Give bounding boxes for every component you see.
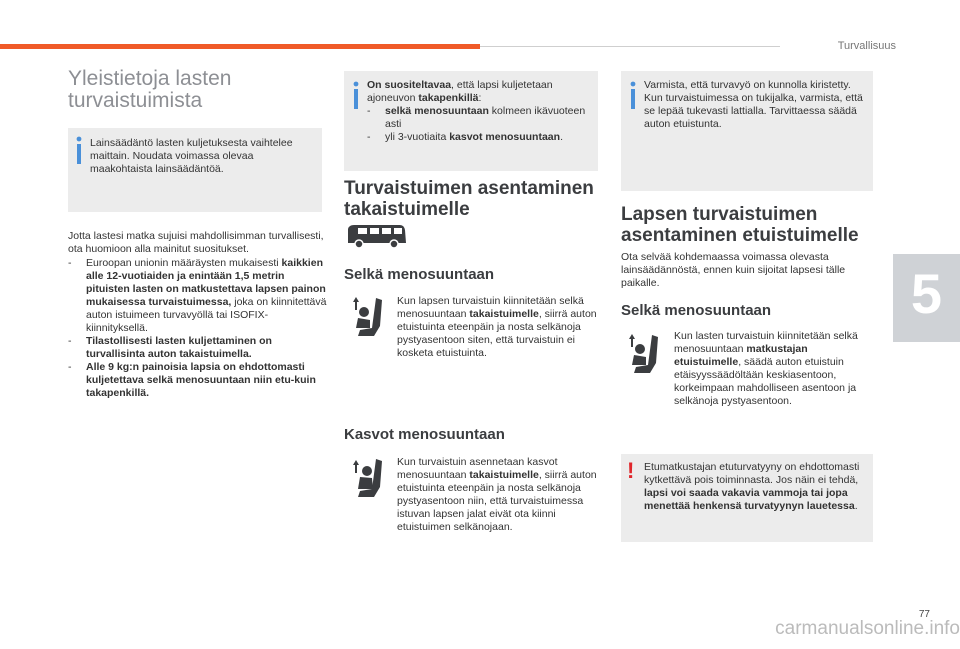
list-item: - yli 3-vuotiaita kasvot menosuuntaan. <box>367 131 589 144</box>
intro-paragraph: Jotta lastesi matka sujuisi mahdollisimman turvallisesti, ota huomioon alla mainitut suositukset. <box>68 230 324 255</box>
section-heading-rear-seat: Turvaistuimen asentaminen takaistuimelle <box>344 178 594 220</box>
page-number: 77 <box>918 609 930 620</box>
list-item: - selkä menosuuntaan kolmeen ikävuoteen asti <box>367 105 589 131</box>
warning-box-text: Etumatkustajan etuturvatyyny on ehdottomasti kytkettävä pois toiminnasta. Jos näin ei tehdä, lapsi voi saada vakavia vammoja tai jopa menettää henkensä turvatyynyn lauetessa. <box>644 461 860 512</box>
info-icon <box>351 81 361 111</box>
warning-icon: ! <box>627 458 635 483</box>
rear-facing-seat-icon <box>350 296 386 340</box>
list-item: - Alle 9 kg:n painoisia lapsia on ehdottomasti kuljetettava selkä menosuuntaan niin etu-kuin takapenkillä. <box>68 361 328 400</box>
subheading-forward-facing: Kasvot menosuuntaan <box>344 426 505 443</box>
info-icon <box>74 136 84 166</box>
front-rear-facing-text: Kun lasten turvaistuin kiinnitetään selkä menosuuntaan matkustajan etuistuimelle, säädä auton etuistuin etäisyyssäädöltään keskiasentoon, korkeimpaan mahdolliseen asentoon ja selkänoja pystyasentoon. <box>674 330 858 407</box>
info-box-recommendation-text: On suositeltavaa, että lapsi kuljetetaan ajoneuvon takapenkillä: - selkä menosuuntaan kolmeen ikävuoteen asti - yli 3-vuotiaita kasvot menosuuntaan. <box>367 79 589 144</box>
forward-facing-text: Kun turvaistuin asennetaan kasvot menosuuntaan takaistuimelle, siirrä auton etuistuinta eteenpäin ja nosta selkänoja pystyasentoon niin, että turvaistuimessa istuvan lapsen jalat eivät ota kiinni etuistuimen selkänojaan. <box>397 456 597 533</box>
info-box-seatbelt-text: Varmista, että turvavyö on kunnolla kiristetty. Kun turvaistuimessa on tukijalka, varmista, että se lepää tukevasti lattialla. Tarvittaessa säädä auton etuistunta. <box>644 79 863 130</box>
section-heading-front-seat: Lapsen turvaistuimen asentaminen etuistuimelle <box>621 204 859 246</box>
section-label: Turvallisuus <box>837 40 896 52</box>
info-box-legislation-text: Lainsäädäntö lasten kuljetuksesta vaihtelee maittain. Noudata voimassa olevaa maakohtaista lainsäädäntöä. <box>90 137 293 175</box>
header-rule <box>480 46 780 47</box>
header-accent-bar <box>0 44 480 49</box>
watermark: carmanualsonline.info <box>775 618 960 639</box>
front-seat-intro: Ota selvää kohdemaassa voimassa olevasta lainsäädännöstä, ennen kuin sijoitat lapsesi tälle paikalle. <box>621 251 846 289</box>
rear-facing-seat-icon <box>626 333 662 377</box>
info-icon <box>628 81 638 111</box>
subheading-rear-facing: Selkä menosuuntaan <box>344 266 495 283</box>
forward-facing-seat-icon <box>350 457 386 501</box>
rear-facing-text: Kun lapsen turvaistuin kiinnitetään selkä menosuuntaan takaistuimelle, siirrä auton etuistuinta eteenpäin ja nosta selkänoja pystyasentoon siten, että turvaistuin ei kosketa etuistuinta. <box>397 295 597 359</box>
list-item: - Tilastollisesti lasten kuljettaminen on turvallisinta auton takaistuimella. <box>68 335 328 361</box>
van-icon <box>344 221 408 251</box>
subheading-front-rear-facing: Selkä menosuuntaan <box>621 302 772 319</box>
chapter-number: 5 <box>910 262 943 325</box>
page-title: Yleistietoja lasten turvaistuimista <box>68 67 232 112</box>
list-item: - Euroopan unionin määräysten mukaisesti kaikkien alle 12-vuotiaiden ja enintään 1,5 metrin pituisten lasten on matkustettava lapsen painon mukaisessa turvaistuimessa, joka on kiinnitettävä auton istuimeen turvavyöllä tai ISOFIX-kiinnityksellä. <box>68 257 328 335</box>
recommendation-list <box>68 257 328 400</box>
